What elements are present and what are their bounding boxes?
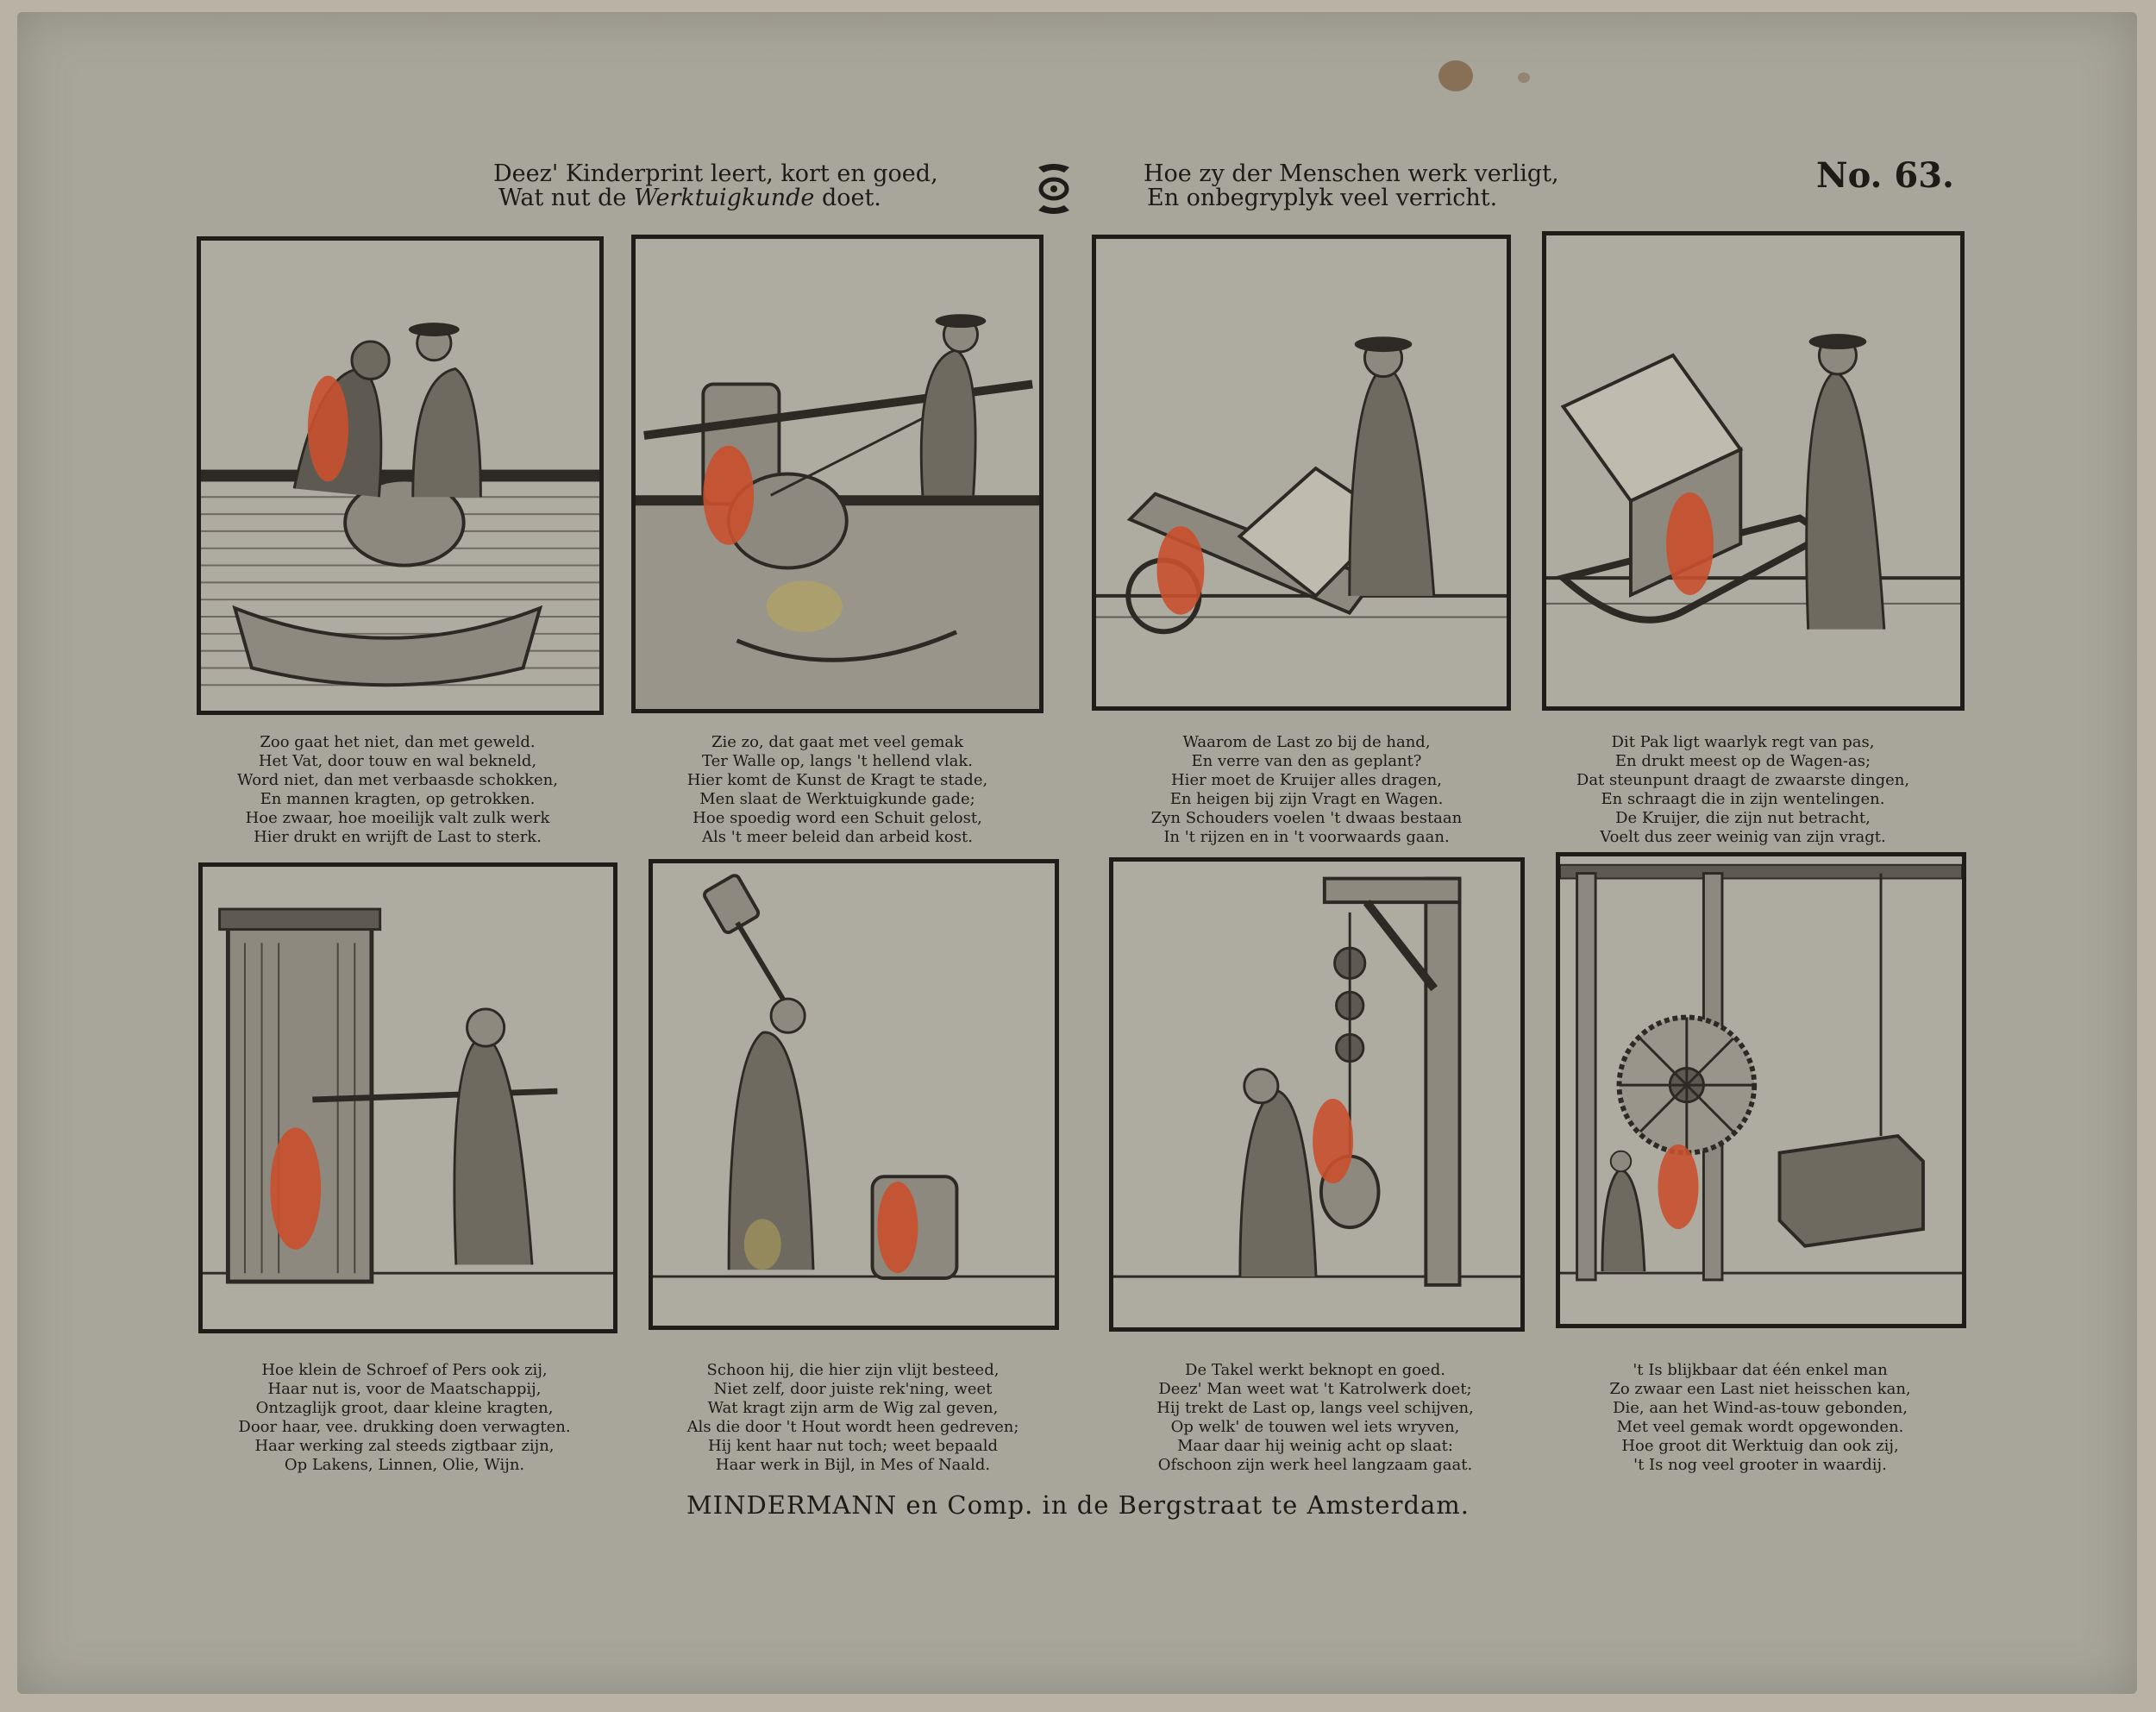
verse-7 (1112, 1361, 1518, 1475)
print-number: No. 63. (1816, 155, 1954, 196)
woodcut-panel-1 (197, 236, 604, 715)
verse-line: Haar nut is, voor de Maatschappij, (267, 1380, 542, 1398)
verse-line: Zie zo, dat gaat met veel gemak (711, 733, 964, 751)
verse-5 (202, 1361, 607, 1475)
verse-3 (1104, 733, 1509, 847)
woodcut-panel-5 (198, 862, 617, 1333)
verse-line: De Takel werkt beknopt en goed. (1185, 1361, 1445, 1379)
publisher-name: MINDERMANN (686, 1490, 898, 1520)
verse-line: Niet zelf, door juiste rek'ning, weet (713, 1380, 993, 1398)
foxing-stain (1518, 72, 1530, 83)
publisher-imprint (0, 1490, 2156, 1520)
verse-line: Hij kent haar nut toch; weet bepaald (707, 1437, 999, 1455)
verse-line: En verre van den as geplant? (1191, 752, 1422, 770)
verse-line: Zo zwaar een Last niet heisschen kan, (1609, 1380, 1911, 1398)
woodcut-panel-2 (631, 235, 1044, 713)
foxing-stain (1438, 60, 1473, 91)
verse-line: Schoon hij, die hier zijn vlijt besteed, (706, 1361, 1000, 1379)
header-left-line-1: Deez' Kinderprint leert, kort en goed, (493, 160, 938, 187)
verse-line: De Kruijer, die zijn nut betracht, (1615, 809, 1871, 827)
woodcut-panel-8 (1556, 852, 1966, 1328)
ornament-icon (1035, 162, 1073, 216)
header-right-line-2: En onbegryplyk veel verricht. (1147, 185, 1498, 211)
verse-line: Het Vat, door touw en wal bekneld, (258, 752, 537, 770)
header-left-line-2 (498, 185, 881, 212)
verse-line: Men slaat de Werktuigkunde gade; (699, 790, 975, 808)
woodcut-panel-3 (1092, 235, 1511, 711)
verse-line: Dat steunpunt draagt de zwaarste dingen, (1576, 771, 1910, 789)
verse-line: Deez' Man weet wat 't Katrolwerk doet; (1158, 1380, 1472, 1398)
verse-line: Haar werking zal steeds zigtbaar zijn, (254, 1437, 555, 1455)
verse-line: In 't rijzen en in 't voorwaards gaan. (1163, 828, 1450, 846)
verse-line: Dit Pak ligt waarlyk regt van pas, (1611, 733, 1875, 751)
verse-line: Voelt dus zeer weinig van zijn vragt. (1600, 828, 1886, 846)
verse-line: Hoe klein de Schroef of Pers ook zij, (261, 1361, 548, 1379)
header-left-line-2-italic: Werktuigkunde (634, 185, 815, 211)
verse-line: En heigen bij zijn Vragt en Wagen. (1169, 790, 1444, 808)
header-left-line-2-a: Wat nut de (498, 185, 634, 211)
verse-line: Hoe zwaar, hoe moeilijk valt zulk werk (245, 809, 550, 827)
verse-line: 't Is blijkbaar dat één enkel man (1633, 1361, 1888, 1379)
verse-line: Op Lakens, Linnen, Olie, Wijn. (284, 1456, 525, 1474)
verse-4 (1540, 733, 1946, 847)
verse-line: Ontzaglijk groot, daar kleine kragten, (255, 1399, 554, 1417)
verse-line: Hoe spoedig word een Schuit gelost, (693, 809, 982, 827)
verse-8 (1557, 1361, 1963, 1475)
verse-line: Zyn Schouders voelen 't dwaas bestaan (1150, 809, 1463, 827)
header-right-line-1: Hoe zy der Menschen werk verligt, (1144, 160, 1559, 187)
verse-line: Hier drukt en wrijft de Last to sterk. (254, 828, 542, 846)
verse-line: Met veel gemak wordt opgewonden. (1616, 1418, 1904, 1436)
woodcut-panel-6 (649, 859, 1059, 1330)
verse-line: Als die door 't Hout wordt heen gedreven; (686, 1418, 1019, 1436)
verse-line: Maar daar hij weinig acht op slaat: (1177, 1437, 1453, 1455)
verse-line: Haar werk in Bijl, in Mes of Naald. (715, 1456, 991, 1474)
verse-6 (650, 1361, 1056, 1475)
verse-line: En schraagt die in zijn wentelingen. (1601, 790, 1885, 808)
verse-line: En drukt meest op de Wagen-as; (1614, 752, 1871, 770)
verse-line: Als 't meer beleid dan arbeid kost. (702, 828, 973, 846)
verse-line: Zoo gaat het niet, dan met geweld. (260, 733, 536, 751)
verse-1 (195, 733, 600, 847)
verse-line: Hij trekt de Last op, langs veel schijven, (1156, 1399, 1474, 1417)
verse-line: Hier komt de Kunst de Kragt te stade, (686, 771, 988, 789)
verse-line: Hier moet de Kruijer alles dragen, (1170, 771, 1442, 789)
verse-line: Door haar, vee. drukking doen verwagten. (238, 1418, 571, 1436)
verse-2 (635, 733, 1040, 847)
verse-line: Ofschoon zijn werk heel langzaam gaat. (1157, 1456, 1473, 1474)
verse-line: Hoe groot dit Werktuig dan ook zij, (1621, 1437, 1899, 1455)
woodcut-panel-7 (1109, 857, 1525, 1332)
verse-line: Ter Walle op, langs 't hellend vlak. (702, 752, 973, 770)
header-left-line-2-b: doet. (814, 185, 881, 211)
woodcut-panel-4 (1542, 231, 1965, 711)
verse-line: En mannen kragten, op getrokken. (260, 790, 536, 808)
publisher-address: en Comp. in de Bergstraat te Amsterdam. (897, 1490, 1470, 1520)
verse-line: Word niet, dan met verbaasde schokken, (237, 771, 558, 789)
verse-line: Die, aan het Wind-as-touw gebonden, (1613, 1399, 1908, 1417)
verse-line: Wat kragt zijn arm de Wig zal geven, (707, 1399, 999, 1417)
verse-line: Waarom de Last zo bij de hand, (1182, 733, 1431, 751)
verse-line: 't Is nog veel grooter in waardij. (1633, 1456, 1887, 1474)
verse-line: Op welk' de touwen wel iets wryven, (1170, 1418, 1460, 1436)
